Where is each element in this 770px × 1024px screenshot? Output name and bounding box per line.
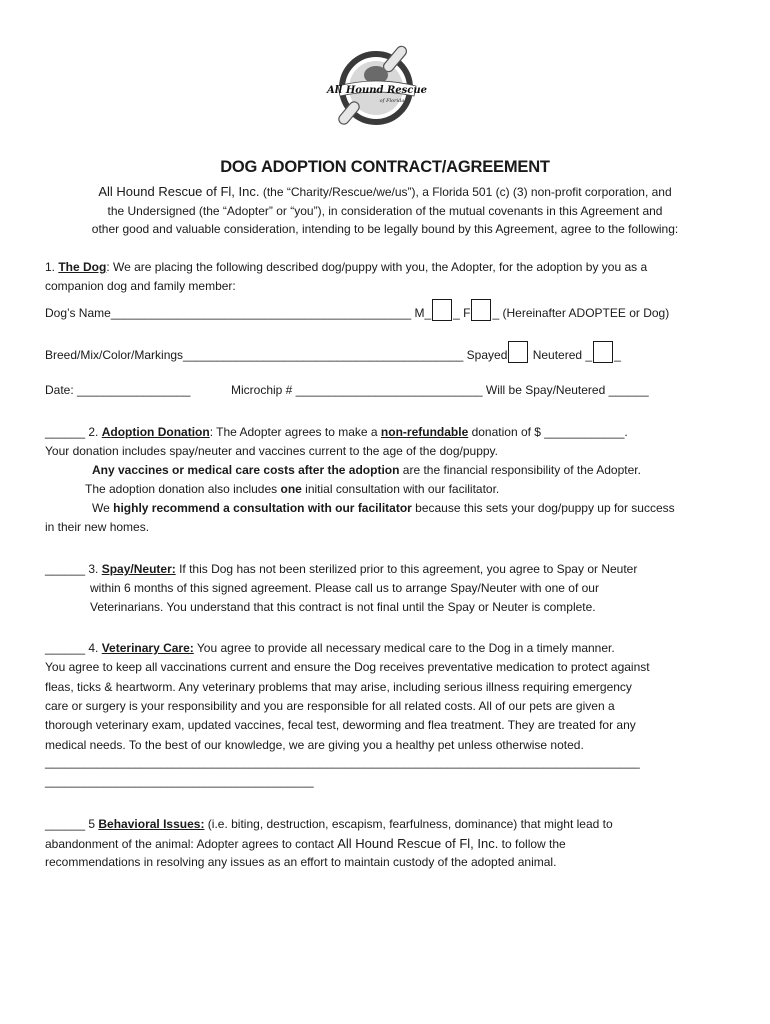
section-1-line-2: companion dog and family member:: [45, 279, 236, 293]
section-4-heading: Veterinary Care:: [101, 641, 194, 655]
section-2-line-1: ______ 2. Adoption Donation: The Adopter agrees to make a non-refundable donation of $ ____________.: [45, 425, 628, 439]
section-2-line-5: We highly recommend a consultation with our facilitator because this sets your dog/puppy up for success: [92, 501, 675, 515]
section-4-line-5: thorough veterinary exam, updated vaccines, fecal test, deworming and flea treatment. They are treated for any: [45, 718, 636, 732]
all-hound-rescue-logo: [327, 42, 427, 128]
female-checkbox[interactable]: [471, 299, 491, 321]
section-4-line-6: medical needs. To the best of our knowledge, we are giving you a healthy pet unless otherwise noted.: [45, 738, 584, 752]
date-field[interactable]: Date: _________________: [45, 383, 191, 397]
intro-line-3: other good and valuable consideration, intending to be legally bound by this Agreement, agree to the following:: [91, 222, 679, 236]
section-5-line-3: recommendations in resolving any issues as an effort to maintain custody of the adopted animal.: [45, 855, 557, 869]
document-title: DOG ADOPTION CONTRACT/AGREEMENT: [220, 158, 550, 176]
section-3-line-3: Veterinarians. You understand that this contract is not final until the Spay or Neuter is complete.: [90, 600, 596, 614]
section-2-heading: Adoption Donation: [101, 425, 210, 439]
svg-text:All Hound Rescue: All Hound Rescue: [327, 85, 427, 96]
section-4-line-2: You agree to keep all vaccinations current and ensure the Dog receives preventative medication to protect against: [45, 660, 650, 674]
microchip-field[interactable]: Microchip # ____________________________ Will be Spay/Neutered ______: [231, 383, 649, 397]
svg-text:of Florida: of Florida: [379, 98, 405, 104]
spayed-checkbox[interactable]: [508, 341, 528, 363]
dog-name-line: Dog’s Name_____________________________________________ M_ _ F _ (Hereinafter ADOPTEE or Dog): [45, 299, 669, 321]
section-2-line-3: Any vaccines or medical care costs after the adoption are the financial responsibility of the Adopter.: [92, 463, 641, 477]
section-1-line-1: 1. The Dog: We are placing the following described dog/puppy with you, the Adopter, for the adoption by you as a: [45, 260, 648, 274]
section-4-line-3: fleas, ticks & heartworm. Any veterinary problems that may arise, including serious illness requiring emergency: [45, 680, 632, 694]
section-2-line-4: The adoption donation also includes one initial consultation with our facilitator.: [85, 482, 500, 496]
intro-line-1: All Hound Rescue of Fl, Inc. (the “Charity/Rescue/we/us”), a Florida 501 (c) (3) non-profit corporation, and: [98, 184, 672, 199]
section-5-line-1: ______ 5 Behavioral Issues: (i.e. biting, destruction, escapism, fearfulness, dominance) that might lead to: [45, 817, 613, 831]
notes-line-2[interactable]: __________________________________________: [45, 776, 314, 788]
section-3-line-2: within 6 months of this signed agreement. Please call us to arrange Spay/Neuter with one of our: [90, 581, 599, 595]
section-3-line-1: ______ 3. Spay/Neuter: If this Dog has not been sterilized prior to this agreement, you agree to Spay or Neuter: [45, 562, 638, 576]
section-4-line-4: care or surgery is your responsibility and you are responsible for all related costs. All of our pets are given a: [45, 699, 615, 713]
breed-line: Breed/Mix/Color/Markings__________________________________________ Spayed Neutered _ _: [45, 341, 621, 363]
section-3-heading: Spay/Neuter:: [101, 562, 176, 576]
male-checkbox[interactable]: [432, 299, 452, 321]
section-4-line-1: ______ 4. Veterinary Care: You agree to provide all necessary medical care to the Dog in a timely manner.: [45, 641, 615, 655]
section-2-line-2: Your donation includes spay/neuter and vaccines current to the age of the dog/puppy.: [45, 444, 498, 458]
neutered-checkbox[interactable]: [593, 341, 613, 363]
intro-line-2: the Undersigned (the “Adopter” or “you”), in consideration of the mutual covenants in this Agreement and: [107, 204, 663, 218]
section-5-line-2: abandonment of the animal: Adopter agrees to contact All Hound Rescue of Fl, Inc. to follow the: [45, 836, 566, 851]
section-1-heading: The Dog: [58, 260, 107, 274]
section-5-heading: Behavioral Issues:: [98, 817, 205, 831]
notes-line-1[interactable]: _____________________________________________________________________________________________: [45, 757, 640, 769]
section-2-line-6: in their new homes.: [45, 520, 150, 534]
